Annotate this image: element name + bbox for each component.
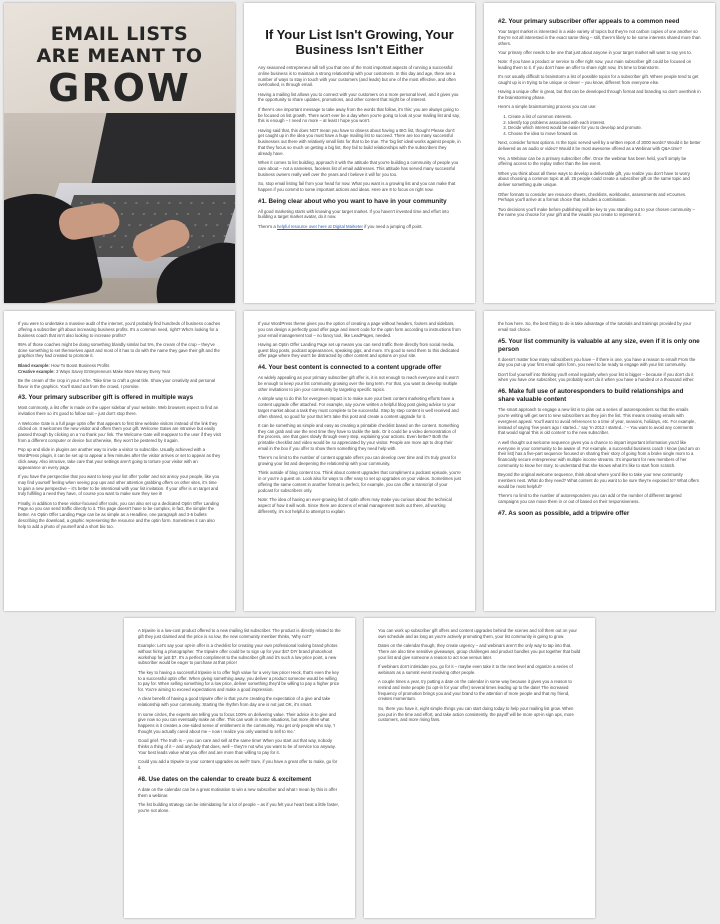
cover-title-big: GROW — [48, 66, 191, 110]
cover-photo — [4, 113, 235, 303]
paragraph: Next, consider format options. Is the topic served well by a written report of 3000 words? Would it be better delivered as an audio or video? Would it be most awesome offered as a Webinar with Q&A time? — [498, 140, 701, 152]
page-4 — [4, 311, 235, 611]
paragraph: If webinars don't intimidate you, go for it – maybe even take it to the next level and organize a series of webinars as a summit event involving other people. — [378, 663, 573, 675]
link-suffix: if you need a jumping off point. — [362, 223, 423, 229]
creative-example-text: 3 Ways Savvy Entrepreneurs Make More Money Every Year — [54, 368, 171, 374]
bland-example-label: Bland example: — [18, 362, 50, 368]
section-heading: #7. As soon as possible, add a tripwire offer — [498, 509, 630, 517]
paragraph: In some circles, the experts are telling you to focus 100% on delivering value. Their advice is to give and give now so you can eventually make an offer. This can work in some situations, but more often what happens is it creates a one-sided sense of entitlement in the community. You get only people who say, 'I thought you actually cared about me – now I realize you only wanted to sell to me.' — [138, 711, 336, 734]
paragraph: Note: If you have a product or service to offer right now, your main subscriber gift could be focused on leading them to it. If you don't have an offer to share right now, it's time to brainstorm. — [498, 59, 692, 70]
paragraph: Here's a simple brainstorming process you can use: — [498, 104, 597, 110]
laptop-screen-image — [92, 113, 235, 183]
paragraph: So, stop email listing fail from your head for now. What you want is a growing list and you can make that happen if you commit to some important actions and ideas. Here are 8 to focus on right now. — [258, 181, 456, 192]
page-2 — [244, 3, 475, 303]
list-item: 1. Create a list of common interests. — [508, 114, 701, 120]
paragraph: 95% of those coaches might be doing something blandly similar but 5%, the cream of the crop – they've done something to set themselves apart and most of it has to do with the name they gave their gift and the graphics they had created to promote it. — [18, 341, 220, 359]
link-prefix: There's a — [258, 223, 277, 229]
section-heading: #3. Your primary subscriber gift is offered in multiple ways — [18, 394, 194, 402]
page-5 — [244, 311, 475, 611]
section-heading: #6. Make full use of autoresponders to build relationships and share valuable content — [498, 388, 684, 404]
paragraph: Don't fool yourself into thinking you'll email regularly when your list is bigger – because if you don't do it when you have one subscriber, you probably won't do it when you have a hundred or a thousand either. — [498, 371, 695, 383]
list-item: 3. Decide which interest would be easier for you to develop and promote. — [508, 125, 701, 131]
paragraph: As widely appealing as your primary subscriber gift offer is, it is not enough to reach everyone and it won't be enough to keep your list community growing over the long term. For that, you want to develop multiple other invitations to join your community by targeting specific topics. — [258, 375, 459, 392]
cover-title-line1: EMAIL LISTS — [50, 23, 189, 45]
cover-title — [4, 23, 235, 109]
paragraph: Other formats to consider are resource sheets, checklists, workbooks, assessments and eCourses. Perhaps you'll arrive at a format choice that includes a combination. — [498, 191, 687, 203]
paragraph: The list building strategy can be intimidating for a lot of people – as if you felt your heart beat a little faster, you're not alone. — [138, 801, 339, 813]
paragraph: Be the cream of the crop in your niche. Take time to craft a great title. Show your creativity and personal flavor in the graphics. You'll stand out from the crowd, I promise. — [18, 377, 215, 389]
paragraph: Note: The idea of having an ever-growing list of optin offers may make you curious about the technical aspect of how it will work. Since there are dozens of email management tools out there, all working differently, it's not helpful to attempt to explain — [258, 497, 452, 514]
paragraph: A simple way to do this for evergreen impact is to make sure your best content marketing efforts have a content upgrade offer attached. For example, say you've written a helpful blog post giving advice to your target market about a task they must complete to be successful. Step by step content is well received and often shared, so good for you! But let's take this post and create a content upgrade for it. — [258, 396, 459, 419]
paragraph: When you think about all these ways to develop a deliverable gift, you realize you don't have to worry about choosing a common topic at all. 25 people could create a subscriber gift on the same topic and deliver something quite unique. — [498, 170, 690, 188]
paragraph: Finally, in addition to these visitor-focused offer tools, you can also set up a dedicated Optin Offer Landing Page so you can send traffic directly to it. This page doesn't have to be complex, in fact, the simpler the better. An Optin Offer Landing Page can be as simple as a Headline, one paragraph and 3-5 bullets describing the download, a graphic representing the resource and the optin form. Sometimes it can also help to add a photo of yourself and a short bio too. — [18, 500, 219, 529]
creative-example — [18, 369, 221, 375]
paragraph: All good marketing starts with knowing your target market. If you haven't invested time and effort into building a target market avatar, do it now. — [258, 208, 449, 220]
paragraph: Having said that, this does NOT mean you have to obsess about having a BIG list, though! Please don't get caught up in the idea you must have a huge mailing list to succeed. There are too many successful businesses out there with relatively small lists for that to be true. The 'big list' ideal works against people, in that they focus so much on getting a big list, they fail to build relationships with the subscribers they already have. — [258, 127, 461, 156]
paragraph: A well thought out welcome sequence gives you a chance to impart important information you'd like everyone in your community to be aware of. For example, a successful business coach I know (and am on their list) has a five-part sequence focused on sharing their story of going from a broke single mom to a financially secure entrepreneur with multiple income streams. It's important for new members of her community to know her story, to understand that she knows what it's like to start from scratch. — [498, 439, 700, 468]
section-heading: #4. Your best content is connected to a content upgrade offer — [258, 364, 442, 372]
section-heading: #1. Being clear about who you want to have in your community — [258, 197, 447, 205]
creative-example-label: Creative example: — [18, 368, 55, 374]
paragraph-with-link — [258, 224, 461, 230]
paragraph: When it comes to list building, approach it with the attitude that you're building a community of people you care about – not a nameless, faceless list of email addresses. This attitude has served many successful business owners really well over the years and I believe it will for you too. — [258, 160, 459, 177]
paragraph: A clear benefit of having a good tripwire offer is that you're creating the expectation of a give and take relationship with your community. Starting the rhythm from day one is not just OK, it's smart. — [138, 696, 331, 708]
page-8 — [364, 618, 595, 918]
paragraph: Most commonly, a list offer is made on the upper sidebar of your website. Web browsers expect to find an invitation there so it's good to follow suit – just don't stop there. — [18, 405, 219, 417]
paragraph: Two decisions you'll make before publishing will be key to you standing out to your chosen community – the name you choose for your gift and the visuals you create to represent it. — [498, 206, 695, 218]
paragraph: A tripwire is a low-cost product offered to a new mailing list subscriber. The product is directly related to the gift they just claimed and the price is so low, the new community member thinks, 'Why not?' — [138, 628, 341, 639]
paragraph: A couple times a year, try putting a date on the calendar in some way because it gives you a reason to remind and invite people (to opt-in for your offer) several times leading up to the date! The increased frequency of promotion brings you and your brand to the attention of more people and that my friend, creates momentum. — [378, 679, 572, 702]
paragraph: There's no limit to the number of content upgrade offers you can develop over time and it's truly great for growing your list and deepening the relationship with your community. — [258, 455, 457, 467]
paragraph: Think outside of blog content too. Think about content upgrades that compliment a podcast episode, you're in or you're a guest on. Look also for ways to offer easy to set up upgrades on your videos. Sometimes just offering the same content in another format is perfect, for example, you can offer a transcript of your podcast for subscribers only. — [258, 470, 461, 493]
paragraph: A Welcome Gate is a full page optin offer that appears to first time website visitors instead of the link they clicked on. It welcomes the new visitor and offers them your gift. Welcome Gates are intrusive but easily passed through by clicking on a 'no thank you' link. The Welcome Gate will reappear to the user if they visit from a different computer or device but otherwise, they won't be pestered by it again. — [18, 420, 221, 443]
list-item: 4. Choose the idea to move forward on. — [508, 131, 701, 137]
paragraph: Your target market is interested in a wide variety of topics but they're not carbon copies of one another so they're not all interested in the exact same thing – still, there's likely to be some interests shared more than others. — [498, 29, 701, 46]
paragraph: You can work up subscriber gift offers and content upgrades behind the scenes and roll them out on your own schedule and as long as you're actively promoting them, your list community is going to grow. — [378, 628, 577, 639]
paragraph: Good grief. The truth is – you can care and sell at the same time! When you start out that way, nobody thinks a thing of it – and anybody that does, well – they're not who you want to be of service too anyway. Your best leads value what you offer and are more than willing to pay for it. — [138, 738, 336, 755]
list-item: 2. Identify top problems associated with each interest. — [508, 120, 701, 126]
document-title: If Your List Isn't Growing, Your Business Isn't Either — [265, 27, 454, 57]
page-3 — [484, 3, 715, 303]
paragraph: Any seasoned entrepreneur will tell you that one of the most important aspects of running a successful online business is to maintain a strong relationship with your customers. In this day and age, there are a number of ways to stay in touch with your customers (and leads) but one of the most effective, and often overlooked, is through email. — [258, 65, 456, 88]
paragraph: A date on the calendar can be a great motivation to win a new subscriber and what I mean by this is offer them a webinar. — [138, 786, 338, 798]
paragraph: Example: Let's say your opt-in offer is a checklist for creating your own professional looking brand photos without hiring a photographer. The tripwire offer could be to sign up for your $47 DIY brand photoshoot workshop for just $7. It's a perfect compliment to the subscriber gift and it's such a low price point, a new subscriber would be eager to purchase at that price! — [138, 643, 338, 666]
paragraph: The smart approach to engage a new list is to plan out a series of autoresponders so that the emails you're writing will get sent to new subscribers as they join the list. This means creating emails with evergreen appeal. You'll want to avoid references to a time of year, seasons, holidays, etc. For example, instead of saying 'few years ago I started...' say 'In 2012 I started...' – You want to avoid any comments that would signal 'this is old content' to the new subscriber. — [498, 407, 696, 436]
paragraph: If you have the perspective that you want to keep your list offer 'polite' and not annoy your people, like you may find yourself feeling when seeing pop ups and other attention grabbing offers on other sites, it's time to gain a new perspective – it's better to be intentional with your list invitation. If your offer is on target and truly fulfilling a need they have, of course you want to make sure they see it! — [18, 473, 220, 497]
page-7 — [124, 618, 355, 918]
section-heading: #2. Your primary subscriber offer appeals to a common need — [498, 18, 680, 25]
section-heading: #8. Use dates on the calendar to create buzz & excitement — [138, 775, 312, 783]
paragraph: It doesn't matter how many subscribers you have – if there is one, you have a reason to email! From the day you put up your first email optin form, you need to be ready to engage with your list community. — [498, 356, 696, 368]
paragraph: Yes, a Webinar can be a primary subscriber offer. Once the webinar has been held, you'll simply be offering access to the replay rather than the live event. — [498, 155, 687, 167]
paragraph: Beyond the original welcome sequence, think about where you'd like to take your new community members next. What do they need? What content do you want to be sure they're exposed to? What offers would be most helpful? — [498, 472, 699, 489]
paragraph: There's no limit to the number of autoresponders you can add or the number of different targeted campaigns you can move them in or out of based on their responsiveness. — [498, 493, 682, 504]
cover-page — [4, 3, 235, 303]
paragraph: Having a mailing list allows you to connect with your customers on a more personal level, and it gives you the opportunity to share updates, promotions, and other content that might be of interest. — [258, 91, 459, 103]
paragraph: Having a unique offer is great, but that can be developed through format and branding so don't overthink in the brainstorming phase. — [498, 89, 701, 101]
paragraph: Pop up and slide in plugins are another way to invite a visitor to subscribe. Usually achieved with a WordPress plugin, it can be set up to appear a few minutes after the visitor arrives or set to appear as they click away. Also intrusive, take care that your settings aren't going to torture your visitor with an appearance on every page. — [18, 447, 221, 470]
paragraph: It can be something as simple and easy as creating a printable checklist based on the content. Something they can grab and use the next time they have to tackle the task. Or it could be a video demonstration of the process, one that goes slowly through every step, explaining your actions. Even better? Both the printable checklist and video would be so appreciated by your visitor. People are more apt to drop their email in the box if you offer to show them something they need help with. — [258, 422, 459, 452]
section-heading: #5. Your list community is valuable at any size, even if it is only one person — [498, 337, 700, 353]
paragraph: If there's one important message to take away from the words that follow, it's this: you are always going to be focused on list growth. There won't ever be a day when you're going to look at your mailing list and say, this is enough – I need no more – at least I hope you won't. — [258, 106, 460, 124]
paragraph: Dates on the calendar though, they create urgency – and webinars aren't the only way to tap into that. There are also time sensitive giveaways, group challenges and product bundles you put together that build your list and give someone a reason to act now versus later. — [378, 643, 581, 660]
bland-example-text: How To Boost Business Profits — [49, 362, 110, 368]
cover-title-line2: ARE MEANT TO — [36, 45, 203, 67]
page-6 — [484, 311, 715, 611]
brainstorm-steps-list — [508, 114, 701, 137]
paragraph: Could you add a tripwire to your content upgrades as well? Sure, if you have a great offer to make, go for it. — [138, 759, 338, 770]
paragraph: It's not usually difficult to brainstorm a list of possible topics for a subscriber gift. Where people tend to get caught up is in trying to be unique or clever – you know, different from everyone else. — [498, 74, 699, 86]
paragraph: Having an Optin Offer Landing Page set up means you can send traffic there directly from social media, guest blog posts, podcast appearances, speaking gigs, and more. It's good to send them to this dedicated offer page where they won't be distracted by other content and options on your site. — [258, 341, 459, 359]
paragraph: If you were to undertake a massive audit of the internet, you'd probably find hundreds of business coaches offering a subscriber gift about increasing business profits. It's a common need, right? Who's looking for a business coach that isn't also looking to increase profits? — [18, 321, 221, 338]
paragraph: Your primary offer needs to be one that just about anyone in your target market will want to say yes to. — [498, 49, 692, 55]
digital-marketer-link[interactable]: helpful resource over here at Digital Marketer — [276, 223, 363, 229]
paragraph: So, there you have it, eight simple things you can start doing today to help your mailing list grow. When you put in the time and effort, and take action consistently, the payoff will be more opt-in sign ups, more customers, and more rising fans. — [378, 705, 574, 723]
paragraph: The key to having a successful tripwire is to offer high value for a very low price! Heck, that's even the key to a successful optin offer. When giving something away, you deliver a product someone would be willing to pay for. When selling something for a low price, deliver something they'd be willing to pay a higher price for. You're aiming to exceed expectations and make a good impression. — [138, 669, 340, 693]
paragraph: If your WordPress theme gives you the option of creating a page without headers, footers and sidebars, you can design a perfectly good offer page and insert code for the optin form according to instructions from your email management tool – no fancy tool, like LeadPages, needed. — [258, 321, 461, 338]
paragraph: the how here. So, the best thing to do is take advantage of the tutorials and trainings provided by your email tool choice. — [498, 321, 692, 332]
